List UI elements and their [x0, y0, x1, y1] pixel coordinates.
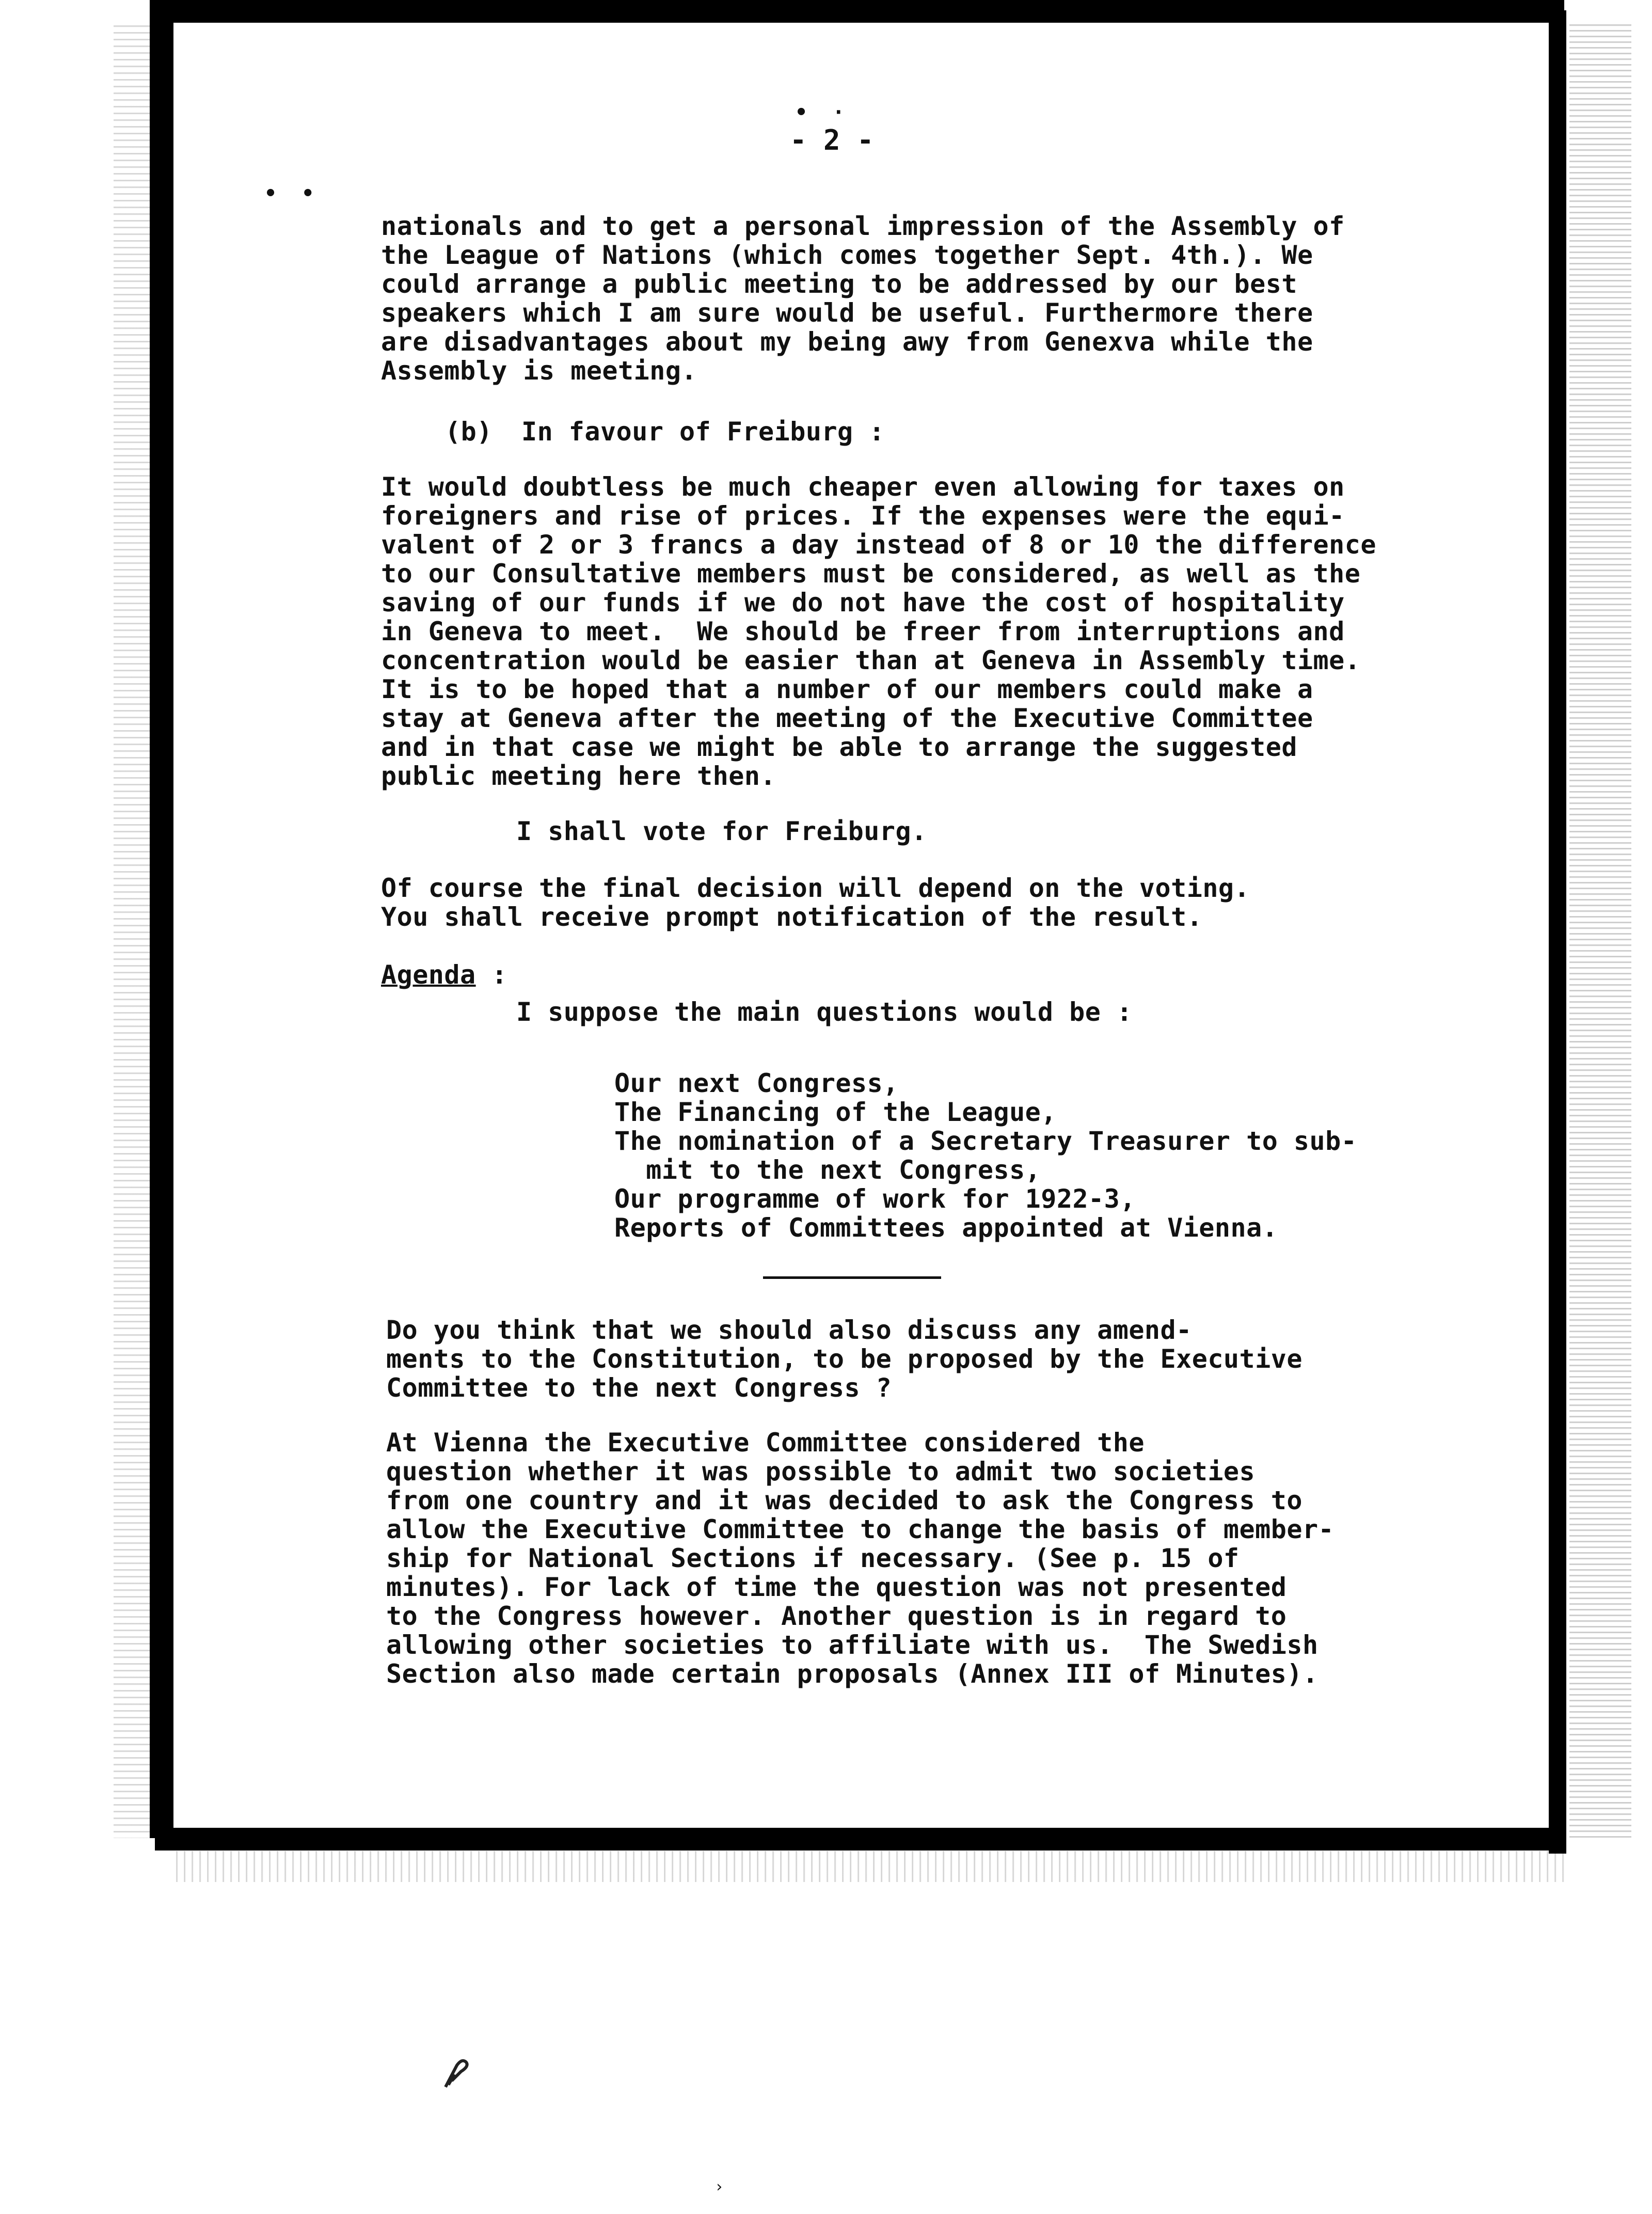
agenda-item: The Financing of the League, [614, 1097, 1057, 1127]
scan-border-bottom [155, 1828, 1564, 1851]
text-line: At Vienna the Executive Committee considered the [386, 1428, 1145, 1458]
page-dot: • • [264, 182, 314, 205]
paragraph-voting [381, 874, 1250, 931]
text-line: ship for National Sections if necessary. (See p. 15 of [386, 1543, 1240, 1573]
text-line: and in that case we might be able to arrange the suggested [381, 732, 1297, 762]
text-line: Of course the final decision will depend on the voting. [381, 873, 1250, 903]
agenda-heading [381, 960, 507, 989]
paragraph-amendments [386, 1316, 1302, 1402]
scan-border-right [1549, 10, 1566, 1854]
text-line: Assembly is meeting. [381, 356, 697, 386]
text-line: Do you think that we should also discuss any amend- [386, 1315, 1192, 1345]
section-b-label: (b) [445, 417, 493, 447]
text-line: question whether it was possible to admit two societies [386, 1457, 1256, 1486]
text-line: nationals and to get a personal impression of the Assembly of [381, 211, 1345, 241]
vote-statement: I shall vote for Freiburg. [516, 816, 927, 846]
text-line: It would doubtless be much cheaper even allowing for taxes on [381, 472, 1345, 502]
text-line: valent of 2 or 3 francs a day instead of 8 or 10 the difference [381, 530, 1376, 560]
text-line: ments to the Constitution, to be proposed by the Executive [386, 1344, 1302, 1374]
scan-noise-left [114, 21, 150, 1838]
text-line: You shall receive prompt notification of the result. [381, 902, 1203, 932]
scan-noise-right [1569, 21, 1631, 1838]
paragraph-vienna [386, 1428, 1334, 1688]
page-number: - 2 - [790, 124, 874, 156]
agenda-colon: : [475, 960, 507, 990]
agenda-item: The nomination of a Secretary Treasurer to sub- [614, 1126, 1357, 1156]
section-divider [763, 1276, 941, 1279]
scan-mark: › [714, 2178, 724, 2196]
text-line: in Geneva to meet. We should be freer from interruptions and [381, 616, 1345, 646]
text-line: allowing other societies to affiliate with us. The Swedish [386, 1630, 1319, 1660]
paragraph-freiburg [381, 472, 1376, 790]
text-line: allow the Executive Committee to change the basis of member- [386, 1514, 1335, 1544]
scan-border-top [150, 0, 1564, 23]
text-line: concentration would be easier than at Geneva in Assembly time. [381, 645, 1361, 675]
text-line: are disadvantages about my being awy from Genexva while the [381, 327, 1313, 357]
agenda-intro: I suppose the main questions would be : [516, 997, 1133, 1027]
text-line: speakers which I am sure would be useful. Furthermore there [381, 298, 1313, 328]
text-line: It is to be hoped that a number of our members could make a [381, 674, 1313, 704]
text-line: public meeting here then. [381, 761, 776, 791]
text-line: minutes). For lack of time the question was not presented [386, 1572, 1287, 1602]
agenda-list [614, 1069, 1357, 1242]
pen-mark-icon [441, 2055, 472, 2091]
text-line: Section also made certain proposals (Annex III of Minutes). [386, 1659, 1319, 1689]
text-line: stay at Geneva after the meeting of the Executive Committee [381, 703, 1313, 733]
scan-noise-bottom [170, 1851, 1564, 1882]
text-line: from one country and it was decided to ask the Congress to [386, 1485, 1302, 1515]
paragraph-assembly [381, 212, 1345, 385]
agenda-item: Our next Congress, [614, 1068, 899, 1098]
agenda-item: Reports of Committees appointed at Vienna. [614, 1213, 1278, 1243]
section-b-title: In favour of Freiburg : [521, 417, 885, 447]
text-line: to our Consultative members must be considered, as well as the [381, 559, 1361, 589]
text-line: foreigners and rise of prices. If the expenses were the equi- [381, 501, 1345, 531]
text-line: could arrange a public meeting to be addressed by our best [381, 269, 1297, 299]
agenda-label: Agenda [381, 960, 476, 990]
text-line: Committee to the next Congress ? [386, 1373, 892, 1403]
scan-border-left [150, 0, 173, 1838]
text-line: to the Congress however. Another question is in regard to [386, 1601, 1287, 1631]
agenda-item: mit to the next Congress, [614, 1155, 1041, 1185]
page-dot: • · [795, 101, 845, 124]
text-line: saving of our funds if we do not have the cost of hospitality [381, 588, 1345, 618]
agenda-item: Our programme of work for 1922-3, [614, 1184, 1136, 1214]
text-line: the League of Nations (which comes together Sept. 4th.). We [381, 240, 1313, 270]
